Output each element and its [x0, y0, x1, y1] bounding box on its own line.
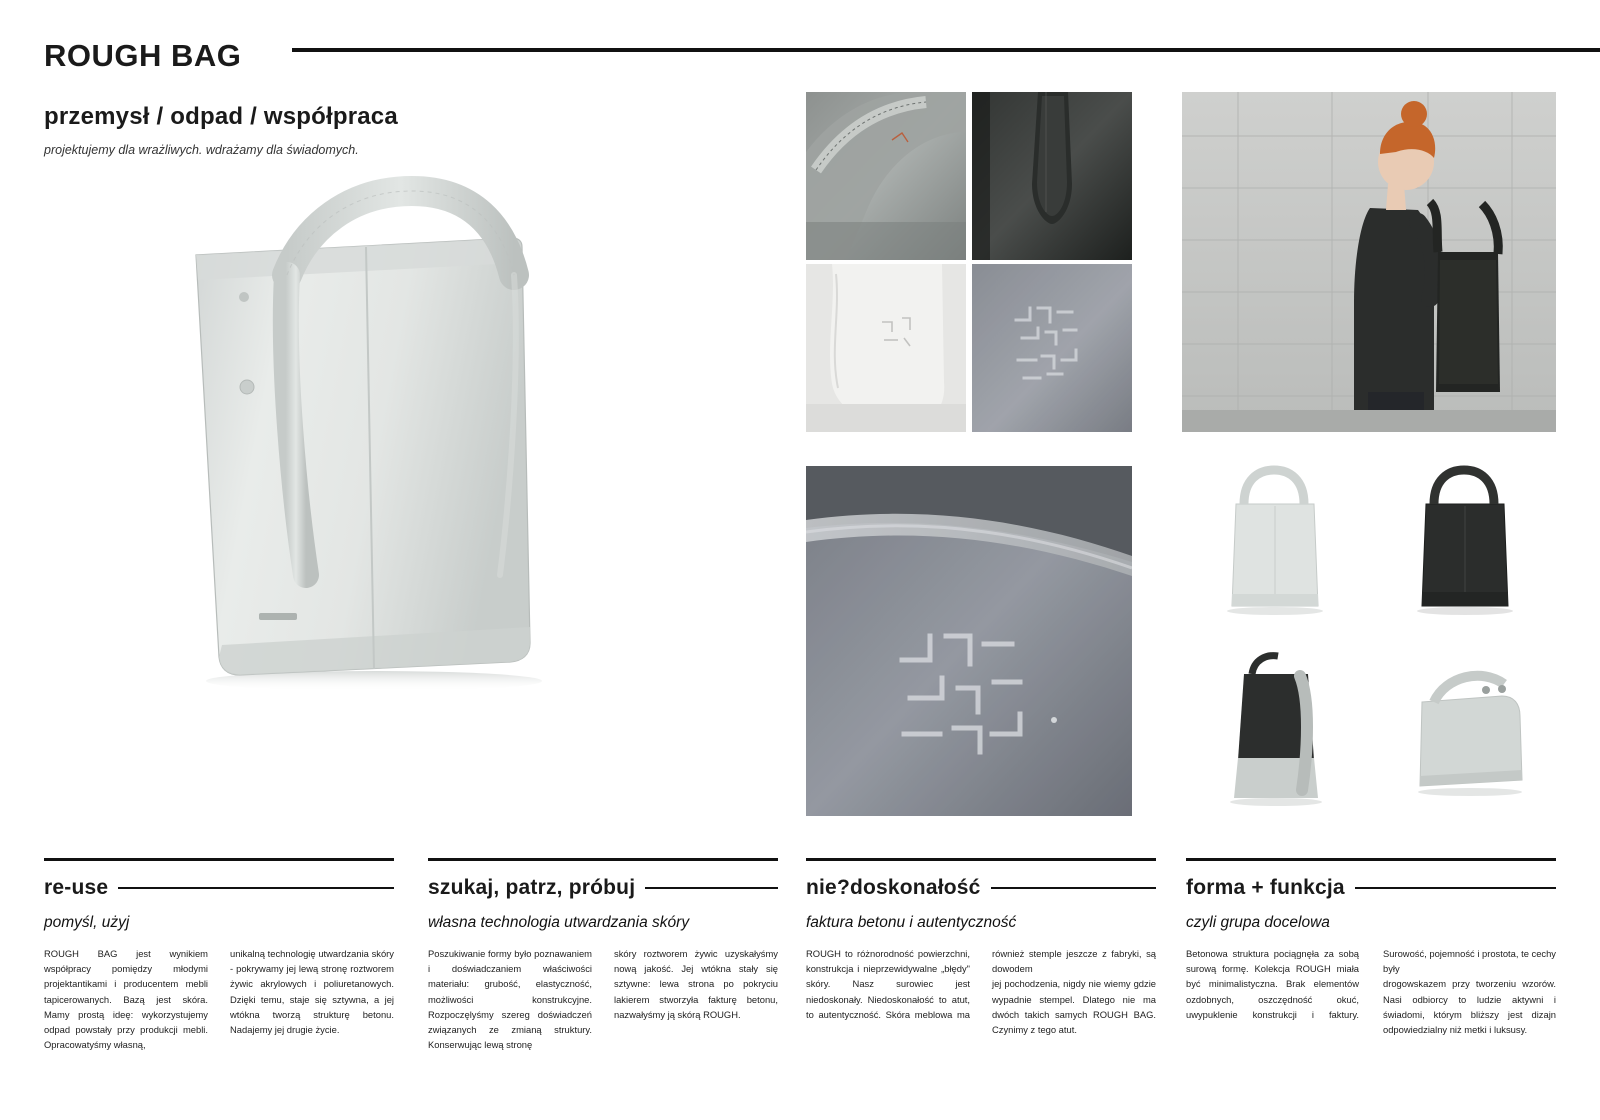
model-photo [1182, 92, 1556, 432]
detail-stamp-illustration [972, 264, 1132, 432]
detail-white-leather-illustration [806, 264, 966, 432]
product-light-tote-illustration [1182, 460, 1366, 630]
section-subheading: własna technologia utwardzania skóry [428, 914, 690, 931]
section-heading: nie?doskonałość [806, 876, 981, 899]
section-heading: szukaj, patrz, próbuj [428, 876, 636, 899]
product-shoulder-bag-photo [1374, 640, 1556, 820]
section-forma-funkcja [1186, 858, 1556, 1037]
heading-line [118, 887, 394, 890]
section-body [44, 946, 394, 1053]
heading-line [1355, 887, 1556, 890]
section-subheading: faktura betonu i autentyczność [806, 914, 1017, 931]
model-illustration [1182, 92, 1556, 432]
detail-white-leather-photo [806, 264, 966, 432]
detail-black-handle-photo [972, 92, 1132, 260]
section-rule [1186, 858, 1556, 861]
section-szukaj [428, 858, 778, 1053]
product-black-tote-photo [1374, 460, 1556, 630]
body-col-left: ROUGH BAG jest wynikiem współpracy pomiędzy młodymi projektantikami i producentem mebli tapicerowanych. Bazą jest skóra. Mamy prostą ideę: wykorzystujemy odpad powstały przy produkcji mebli. Opracowatyśmy własną, [44, 948, 208, 1051]
body-col-right: unikalną technologię utwardzania skóry - pokrywamy jej lewą stronę roztworem żywic akrylowych i poliuretanowych. Dzięki temu, staje się sztywna, a jej wtókna tworzą strukturę betonu. Nadajemy jej drugie życie. [230, 948, 394, 1036]
product-light-tote-photo [1182, 460, 1366, 630]
title-rule [292, 48, 1600, 52]
header [44, 30, 1556, 82]
section-niedoskonalosc [806, 858, 1156, 1037]
detail-strap-illustration [806, 92, 966, 260]
body-col-right: drogowskazem przy tworzeniu wzorów. Nasi odbiorcy to ludzie aktywni i świadomi, którym bliższy jest dizajn odpowiedzialny niż metki i luksusy. [1383, 978, 1556, 1036]
body-col-left: Betonowa struktura pociągnęła za sobą surową formę. Kolekcja ROUGH miała być minimalistyczna. Brak elementów ozdobnych, oszczędność okuć, uwypuklenie konstrukcji i faktury. Surowość, pojemność i prostota, te cechy były [1186, 948, 1556, 1020]
subtitle: przemysł / odpad / współpraca [44, 103, 398, 130]
heading-line [645, 887, 778, 890]
section-body [806, 946, 1156, 1037]
body-col-right: skóry roztworem żywic uzyskałyśmy nową jakość. Jej wtókna stały się sztywne: lewa strona po pokryciu lakierem stworzyła fakturę betonu, nazwałyśmy ją skórą ROUGH. [614, 948, 778, 1020]
product-bucket-bag-photo [1182, 640, 1366, 820]
detail-strap-photo [806, 92, 966, 260]
main-bag-photo [44, 175, 744, 830]
section-body [1186, 946, 1556, 1037]
section-reuse [44, 858, 394, 1053]
tagline: projektujemy dla wrażliwych. wdrażamy dla świadomych. [44, 143, 359, 157]
section-body [428, 946, 778, 1053]
section-rule [806, 858, 1156, 861]
detail-black-handle-illustration [972, 92, 1132, 260]
body-col-right: jej pochodzenia, nigdy nie wiemy gdzie wypadnie stempel. Dlatego nie ma dwóch takich samych ROUGH BAG. Czynimy z tego atut. [992, 978, 1156, 1036]
section-subheading: pomyśl, użyj [44, 914, 130, 931]
product-shoulder-bag-illustration [1374, 640, 1556, 820]
texture-illustration [806, 466, 1132, 816]
concrete-texture-photo [806, 466, 1132, 816]
product-bucket-bag-illustration [1182, 640, 1366, 820]
section-rule [428, 858, 778, 861]
section-heading: forma + funkcja [1186, 876, 1345, 899]
body-col-left: Poszukiwanie formy było poznawaniem i doświadczaniem właściwości materiału: grubość, elastyczność, możliwości konstrukcyjne. Rozpoczęlyśmy szereg doświadczeń związanych ze zmianą struktury. Konserwując lewą stronę [428, 948, 592, 1051]
section-rule [44, 858, 394, 861]
page-title: ROUGH BAG [44, 38, 242, 73]
main-bag-illustration [44, 175, 744, 830]
body-col-left: ROUGH to różnorodność powierzchni, konstrukcja i nieprzewidywalne „błędy" skóry. Nasz surowiec jest niedoskonały. Niedoskonałość to atut, to autentyczność. Skóra meblowa ma również stemple jeszcze z fabryki, są dowodem [806, 948, 1156, 1020]
product-black-tote-illustration [1374, 460, 1556, 630]
section-subheading: czyli grupa docelowa [1186, 914, 1330, 931]
section-heading: re-use [44, 876, 109, 899]
detail-stamp-photo [972, 264, 1132, 432]
heading-line [991, 887, 1156, 890]
